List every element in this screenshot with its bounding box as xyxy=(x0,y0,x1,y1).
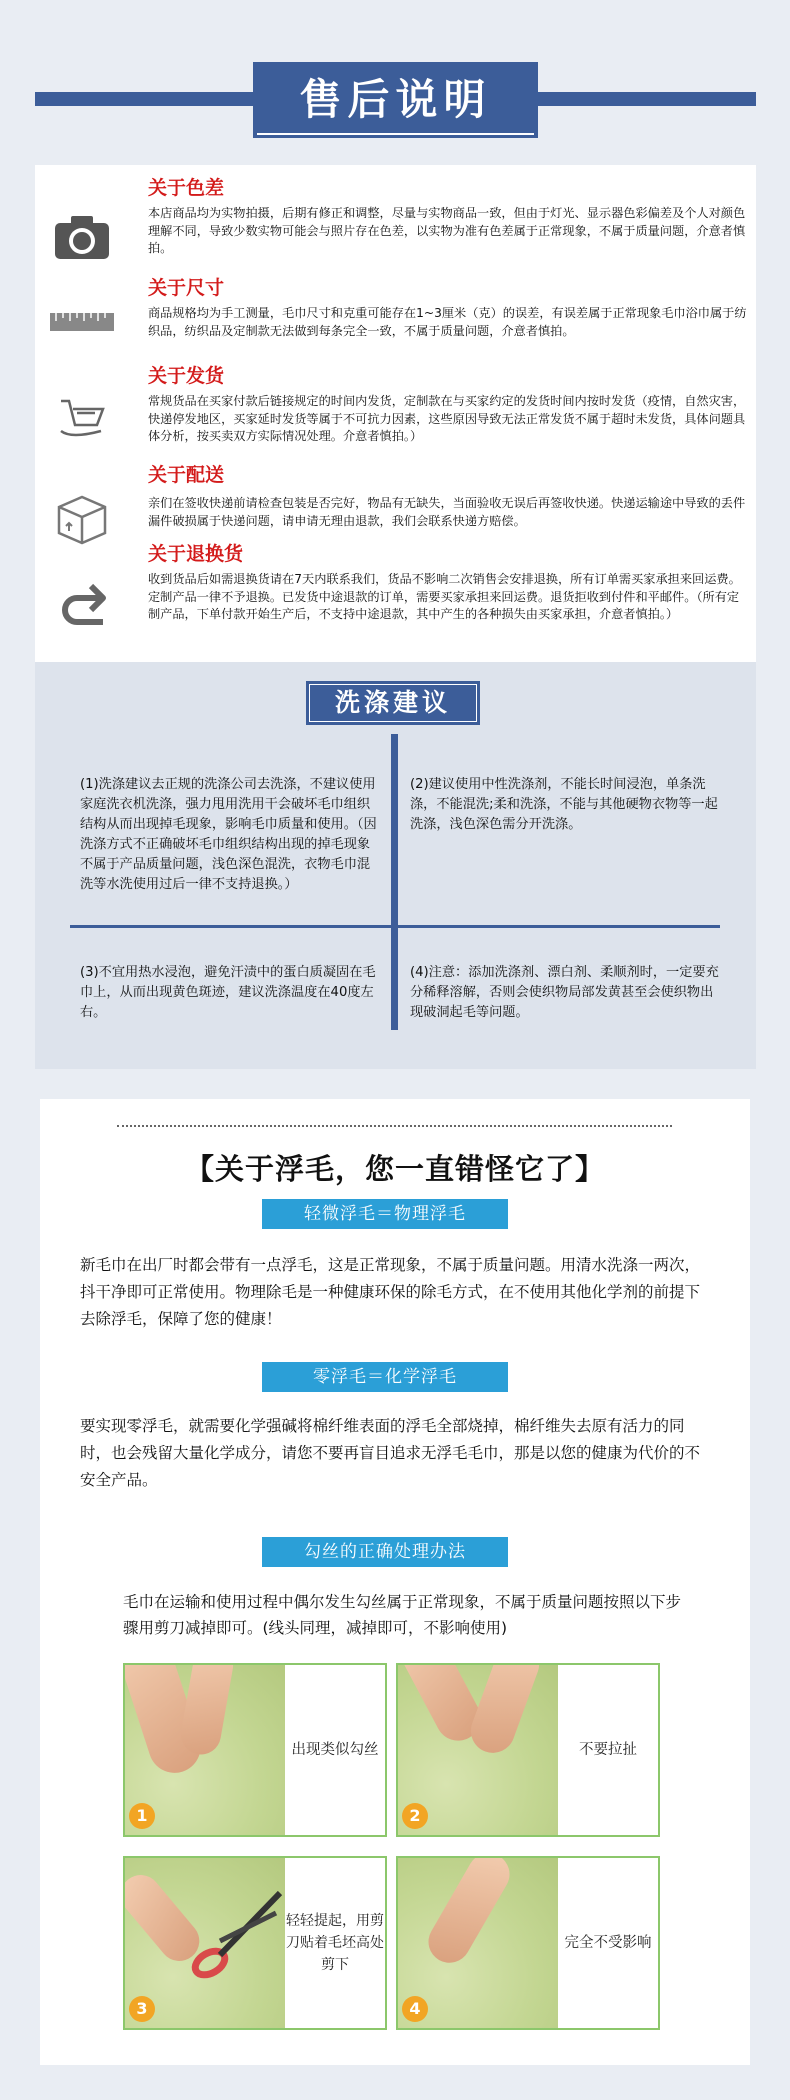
step-photo-2 xyxy=(396,1663,660,1837)
header-line-left xyxy=(35,92,253,106)
after-sales-title: 售后说明 xyxy=(253,62,538,138)
para-zero-fuzz: 要实现零浮毛，就需要化学强碱将棉纤维表面的浮毛全部烧掉，棉纤维失去原有活力的同时，也会残留大量化学成分，请您不要再盲目追求无浮毛毛巾，那是以您的健康为代价的不安全产品。 xyxy=(80,1417,701,1489)
row-title-delivery: 关于配送 xyxy=(148,464,225,486)
step-number-2: 2 xyxy=(402,1803,428,1829)
after-sales-card xyxy=(35,165,756,662)
step-caption-4: 完全不受影响 xyxy=(564,1935,652,1951)
para-snag-method: 毛巾在运输和使用过程中偶尔发生勾丝属于正常现象，不属于质量问题按照以下步骤用剪刀减掉即可。(线头同理，减掉即可，不影响使用) xyxy=(123,1593,682,1637)
step-photo-4 xyxy=(396,1856,660,2030)
badge-snag-method: 勾丝的正确处理办法 xyxy=(262,1537,508,1567)
washing-tip-1: (1)洗涤建议去正规的洗涤公司去洗涤，不建议使用家庭洗衣机洗涤，强力甩用洗用干会破坏毛巾组织结构从而出现掉毛现象，影响毛巾质量和使用。（因洗涤方式不正确破坏毛巾组织结构出现的掉毛现象不属于产品质量问题，浅色深色混洗，衣物毛巾混洗等水洗使用过后一律不支持退换。） xyxy=(80,777,377,892)
row-title-return: 关于退换货 xyxy=(148,543,244,565)
row-text-size: 商品规格均为手工测量，毛巾尺寸和克重可能存在1~3厘米（克）的误差，有误差属于正常现象毛巾浴巾属于纺织品，纺织品及定制款无法做到每条完全一致，不属于质量问题，介意者慎拍。 xyxy=(148,306,747,338)
row-title-size: 关于尺寸 xyxy=(148,277,225,299)
box-icon xyxy=(47,483,117,553)
step-number-3: 3 xyxy=(129,1996,155,2022)
row-text-return: 收到货品后如需退换货请在7天内联系我们，货品不影响二次销售会安排退换，所有订单需买家承担来回运费。定制产品一律不予退换。已发货中途退款的订单，需要买家承担来回运费。退货拒收到付件和平邮件。（所有定制产品，下单付款开始生产后，不支持中途退款，其中产生的各种损失由买家承担，介意者慎拍。） xyxy=(148,572,741,621)
cart-icon xyxy=(47,383,117,453)
washing-tip-3: (3)不宜用热水浸泡，避免汗渍中的蛋白质凝固在毛巾上，从而出现黄色斑迹，建议洗涤温度在40度左右。 xyxy=(80,965,376,1020)
ruler-icon xyxy=(47,287,117,357)
badge-zero-fuzz: 零浮毛＝化学浮毛 xyxy=(262,1362,508,1392)
row-text-shipping: 常规货品在买家付款后链接规定的时间内发货，定制款在与买家约定的发货时间内按时发货（疫情，自然灾害，快递停发地区，买家延时发货等属于不可抗力因素，这些原因导致无法正常发货不属于超时未发货，具体问题具体分析，按买卖双方实际情况处理。介意者慎拍。） xyxy=(148,394,746,443)
header-line-right xyxy=(538,92,756,106)
washing-title: 洗涤建议 xyxy=(306,681,480,725)
dotted-divider xyxy=(117,1125,672,1127)
fuzz-title: 【关于浮毛，您一直错怪它了】 xyxy=(184,1152,605,1186)
washing-divider-vertical xyxy=(391,734,398,1030)
return-arrow-icon xyxy=(47,570,117,640)
washing-tip-4: (4)注意：添加洗涤剂、漂白剂、柔顺剂时，一定要充分稀释溶解，否则会使织物局部发黄甚至会使织物出现破洞起毛等问题。 xyxy=(410,965,719,1020)
row-title-shipping: 关于发货 xyxy=(148,365,225,387)
washing-tip-2: (2)建议使用中性洗涤剂，不能长时间浸泡，单条洗涤，不能混洗;柔和洗涤，不能与其他硬物衣物等一起洗涤，浅色深色需分开洗涤。 xyxy=(410,777,718,832)
step-photo-1 xyxy=(123,1663,387,1837)
step-photo-3 xyxy=(123,1856,387,2030)
camera-icon xyxy=(47,203,117,273)
step-caption-1: 出现类似勾丝 xyxy=(291,1742,379,1758)
step-number-1: 1 xyxy=(129,1803,155,1829)
row-title-color: 关于色差 xyxy=(148,177,225,199)
badge-light-fuzz: 轻微浮毛＝物理浮毛 xyxy=(262,1199,508,1229)
step-caption-3: 轻轻提起，用剪刀贴着毛坯高处剪下 xyxy=(286,1913,384,1973)
row-text-delivery: 亲们在签收快递前请检查包装是否完好，物品有无缺失，当面验收无误后再签收快递。快递运输途中导致的丢件漏件破损属于快递问题，请申请无理由退款，我们会联系快递方赔偿。 xyxy=(148,496,746,528)
step-number-4: 4 xyxy=(402,1996,428,2022)
step-caption-2: 不要拉扯 xyxy=(579,1742,637,1758)
para-light-fuzz: 新毛巾在出厂时都会带有一点浮毛，这是正常现象，不属于质量问题。用清水洗涤一两次，抖干净即可正常使用。物理除毛是一种健康环保的除毛方式，在不使用其他化学剂的前提下去除浮毛，保障了您的健康！ xyxy=(80,1256,701,1328)
washing-divider-horizontal xyxy=(70,925,720,928)
scissors-icon xyxy=(180,1883,290,1987)
row-text-color: 本店商品均为实物拍摄，后期有修正和调整，尽量与实物商品一致，但由于灯光、显示器色彩偏差及个人对颜色理解不同，导致少数实物可能会与照片存在色差，以实物为准有色差属于正常现象，不属于质量问题，介意者慎拍。 xyxy=(148,206,746,255)
